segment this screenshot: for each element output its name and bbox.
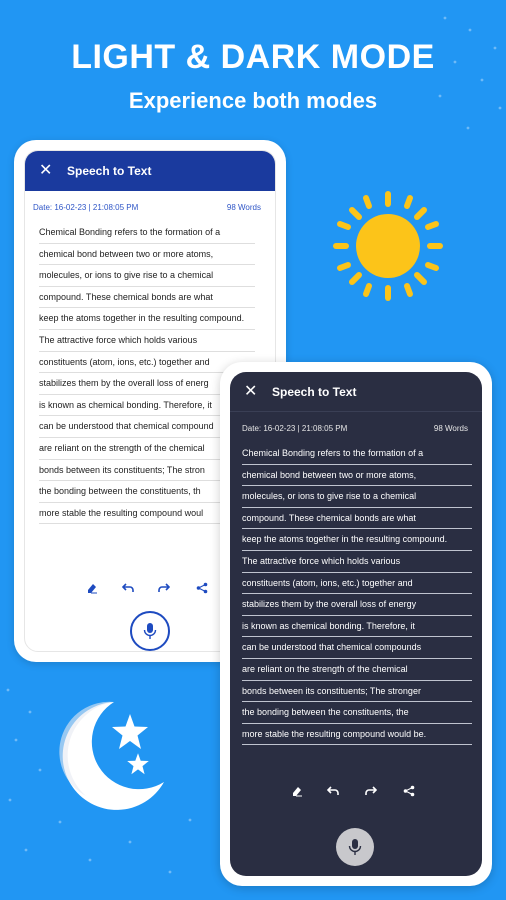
eraser-icon[interactable] — [288, 782, 306, 800]
dark-mode-screen — [230, 372, 482, 876]
redo-icon[interactable] — [155, 579, 173, 597]
microphone-icon — [348, 838, 362, 856]
undo-icon[interactable] — [324, 782, 342, 800]
text-line: Chemical Bonding refers to the formation of a — [242, 443, 472, 465]
word-count: 98 Words — [433, 424, 468, 433]
text-line: The attractive force which holds various — [242, 551, 472, 573]
text-line: is known as chemical bonding. Therefore, it — [242, 616, 472, 638]
text-line: stabilizes them by the overall loss of energ — [39, 373, 255, 395]
text-line: chemical bond between two or more atoms, — [242, 465, 472, 487]
transcript-text[interactable] — [230, 439, 482, 745]
close-icon[interactable]: ✕ — [244, 382, 258, 400]
editor-toolbar — [230, 782, 482, 802]
text-line: Chemical Bonding refers to the formation of a — [39, 222, 255, 244]
app-header — [25, 151, 275, 191]
text-line: is known as chemical bonding. Therefore, it — [39, 395, 255, 417]
undo-icon[interactable] — [119, 579, 137, 597]
eraser-icon[interactable] — [83, 579, 101, 597]
text-line: compound. These chemical bonds are what — [242, 508, 472, 530]
promo-subline: Experience both modes — [128, 88, 378, 113]
microphone-icon — [143, 622, 157, 640]
microphone-button[interactable] — [336, 828, 374, 866]
dark-mode-phone — [220, 362, 492, 886]
microphone-button[interactable] — [130, 611, 170, 651]
small-star-icon — [126, 752, 150, 776]
text-line: more stable the resulting compound woul — [39, 503, 255, 525]
app-header — [230, 372, 482, 412]
text-line: can be understood that chemical compound — [39, 416, 255, 438]
text-line: chemical bond between two or more atoms, — [39, 244, 255, 266]
text-line: compound. These chemical bonds are what — [39, 287, 255, 309]
note-meta — [25, 191, 275, 218]
note-date: Date: 16-02-23 | 21:08:05 PM — [33, 203, 139, 212]
text-line: bonds between its constituents; The stron — [39, 460, 255, 482]
text-line: constituents (atom, ions, etc.) together and — [242, 573, 472, 595]
promo-headline: LIGHT & DARK MODE — [71, 38, 435, 76]
app-title: Speech to Text — [67, 164, 152, 178]
share-icon[interactable] — [193, 579, 211, 597]
text-line: The attractive force which holds various — [39, 330, 255, 352]
word-count: 98 Words — [226, 203, 261, 212]
close-icon[interactable]: ✕ — [39, 162, 53, 179]
note-meta — [230, 412, 482, 439]
sun-icon — [330, 188, 446, 304]
share-icon[interactable] — [400, 782, 418, 800]
text-line: the bonding between the constituents, th — [39, 481, 255, 503]
text-line: are reliant on the strength of the chemical — [242, 659, 472, 681]
text-line: keep the atoms together in the resulting compound. — [242, 529, 472, 551]
text-line: are reliant on the strength of the chemical — [39, 438, 255, 460]
text-line: bonds between its constituents; The stronger — [242, 681, 472, 703]
star-icon — [110, 712, 150, 752]
text-line: molecules, or ions to give rise to a chemical — [39, 265, 255, 287]
text-line: stabilizes them by the overall loss of energy — [242, 594, 472, 616]
text-line: keep the atoms together in the resulting compound. — [39, 308, 255, 330]
text-line: constituents (atom, ions, etc.) together and — [39, 352, 255, 374]
text-line: more stable the resulting compound would be. — [242, 724, 472, 746]
text-line: can be understood that chemical compounds — [242, 637, 472, 659]
text-line: the bonding between the constituents, the — [242, 702, 472, 724]
app-title: Speech to Text — [272, 384, 357, 399]
note-date: Date: 16-02-23 | 21:08:05 PM — [242, 424, 348, 433]
text-line: molecules, or ions to give rise to a chemical — [242, 486, 472, 508]
redo-icon[interactable] — [362, 782, 380, 800]
